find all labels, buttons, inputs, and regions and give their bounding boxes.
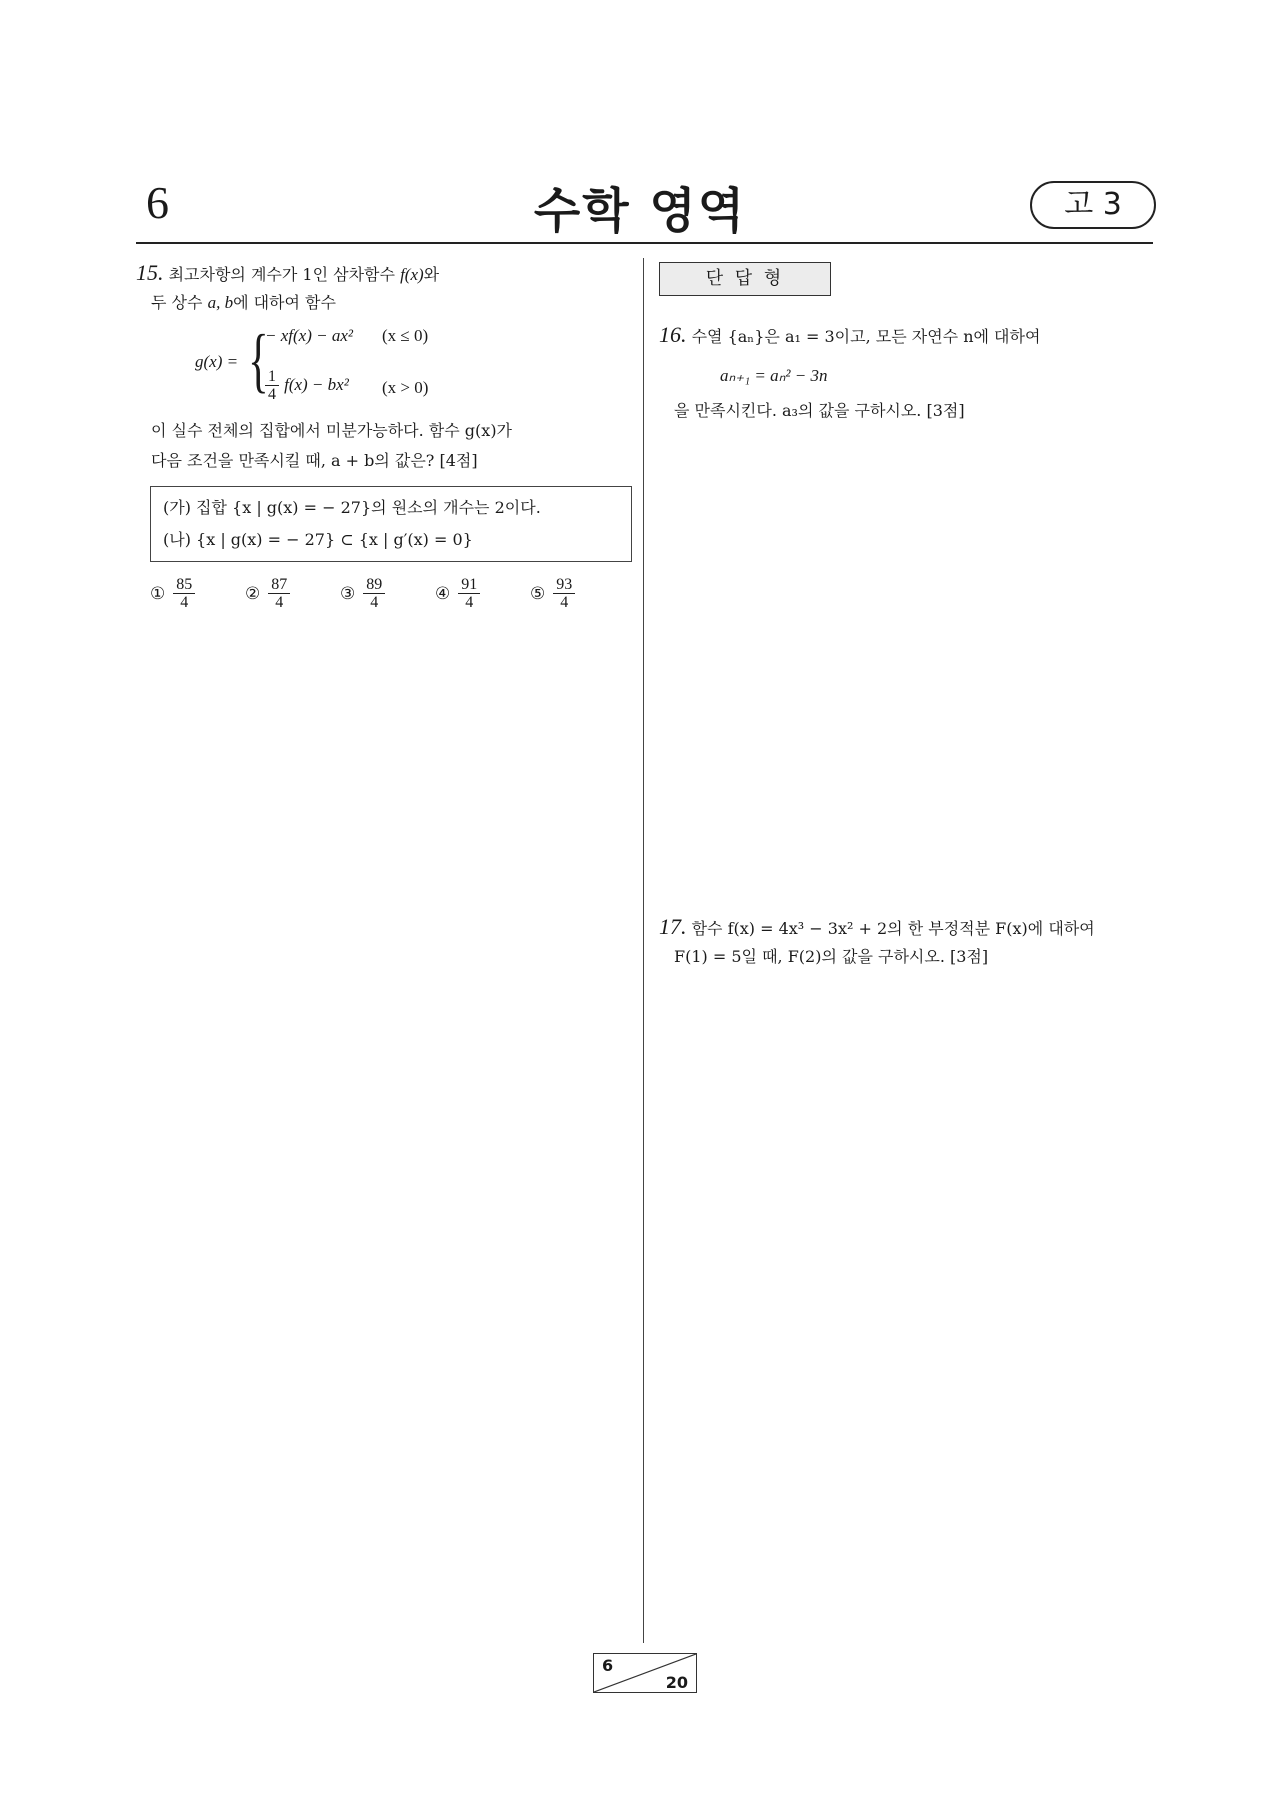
function-lhs: g(x) = xyxy=(195,352,239,371)
denominator: 4 xyxy=(465,594,474,611)
question-15-line-3: 이 실수 전체의 집합에서 미분가능하다. 함수 g(x)가 xyxy=(151,421,513,440)
condition-ga: (가) 집합 {x | g(x) = − 27}의 원소의 개수는 2이다. xyxy=(163,498,541,517)
question-text: 최고차항의 계수가 1인 삼차함수 xyxy=(168,265,395,284)
choice-5[interactable] xyxy=(530,576,575,611)
question-15-line-1 xyxy=(136,258,439,290)
footer-total-pages: 20 xyxy=(665,1673,688,1692)
denominator: 4 xyxy=(275,594,284,611)
question-16-formula: aₙ₊₁ = aₙ² − 3n xyxy=(720,366,828,385)
subject-title: 수학 영역 xyxy=(533,183,747,239)
choice-marker: ③ xyxy=(340,583,356,604)
denominator: 4 xyxy=(268,386,276,403)
question-text: 수열 {aₙ}은 a₁ = 3이고, 모든 자연수 n에 대하여 xyxy=(691,327,1041,346)
choice-marker: ④ xyxy=(435,583,451,604)
question-15-line-2 xyxy=(151,288,336,318)
choice-1[interactable] xyxy=(150,576,195,611)
fraction xyxy=(268,576,290,611)
footer-current-page: 6 xyxy=(602,1656,614,1675)
question-15-line-4: 다음 조건을 만족시킬 때, a + b의 값은? [4점] xyxy=(151,451,478,470)
choice-marker: ① xyxy=(150,583,166,604)
question-number: 17. xyxy=(659,914,687,939)
denominator: 4 xyxy=(370,594,379,611)
case-1-condition: (x ≤ 0) xyxy=(382,326,429,345)
question-number: 16. xyxy=(659,322,687,347)
answer-choices xyxy=(150,576,630,618)
question-text: 와 xyxy=(423,265,440,284)
numerator: 1 xyxy=(265,368,279,386)
math-expression: f(x) xyxy=(400,265,424,284)
choice-3[interactable] xyxy=(340,576,385,611)
numerator: 85 xyxy=(173,576,195,594)
question-16-line-3: 을 만족시킨다. a₃의 값을 구하시오. [3점] xyxy=(674,401,965,420)
question-17-line-2: F(1) = 5일 때, F(2)의 값을 구하시오. [3점] xyxy=(674,947,989,966)
denominator: 4 xyxy=(180,594,189,611)
column-divider xyxy=(643,258,644,1643)
brace-symbol: { xyxy=(248,320,269,400)
numerator: 93 xyxy=(553,576,575,594)
choice-marker: ⑤ xyxy=(530,583,546,604)
choice-4[interactable] xyxy=(435,576,480,611)
case-2 xyxy=(265,368,349,403)
fraction xyxy=(173,576,195,611)
page-counter-box xyxy=(593,1653,697,1693)
question-text: 두 상수 xyxy=(151,293,203,312)
numerator: 87 xyxy=(268,576,290,594)
question-number: 15. xyxy=(136,260,164,285)
short-answer-section-label: 단 답 형 xyxy=(659,262,831,296)
conditions-box xyxy=(150,486,632,562)
numerator: 89 xyxy=(363,576,385,594)
math-expression: a, b xyxy=(207,293,234,312)
fraction xyxy=(265,368,279,403)
case-2-condition: (x > 0) xyxy=(382,378,429,397)
page-number: 6 xyxy=(146,177,169,228)
condition-na: (나) {x | g(x) = − 27} ⊂ {x | g′(x) = 0} xyxy=(163,530,473,549)
case-1-expression: − xf(x) − ax² xyxy=(265,326,353,345)
fraction xyxy=(363,576,385,611)
grade-badge: 고 3 xyxy=(1030,181,1156,229)
question-text: 에 대하여 함수 xyxy=(233,293,336,312)
case-2-expression: f(x) − bx² xyxy=(284,375,349,394)
choice-2[interactable] xyxy=(245,576,290,611)
numerator: 91 xyxy=(458,576,480,594)
question-text: 함수 f(x) = 4x³ − 3x² + 2의 한 부정적분 F(x)에 대하여 xyxy=(691,919,1095,938)
header-rule xyxy=(136,242,1153,244)
denominator: 4 xyxy=(560,594,569,611)
question-17-line-1 xyxy=(659,912,1095,944)
choice-marker: ② xyxy=(245,583,261,604)
fraction xyxy=(458,576,480,611)
question-16-line-1 xyxy=(659,320,1040,352)
fraction xyxy=(553,576,575,611)
piecewise-function xyxy=(190,318,490,410)
